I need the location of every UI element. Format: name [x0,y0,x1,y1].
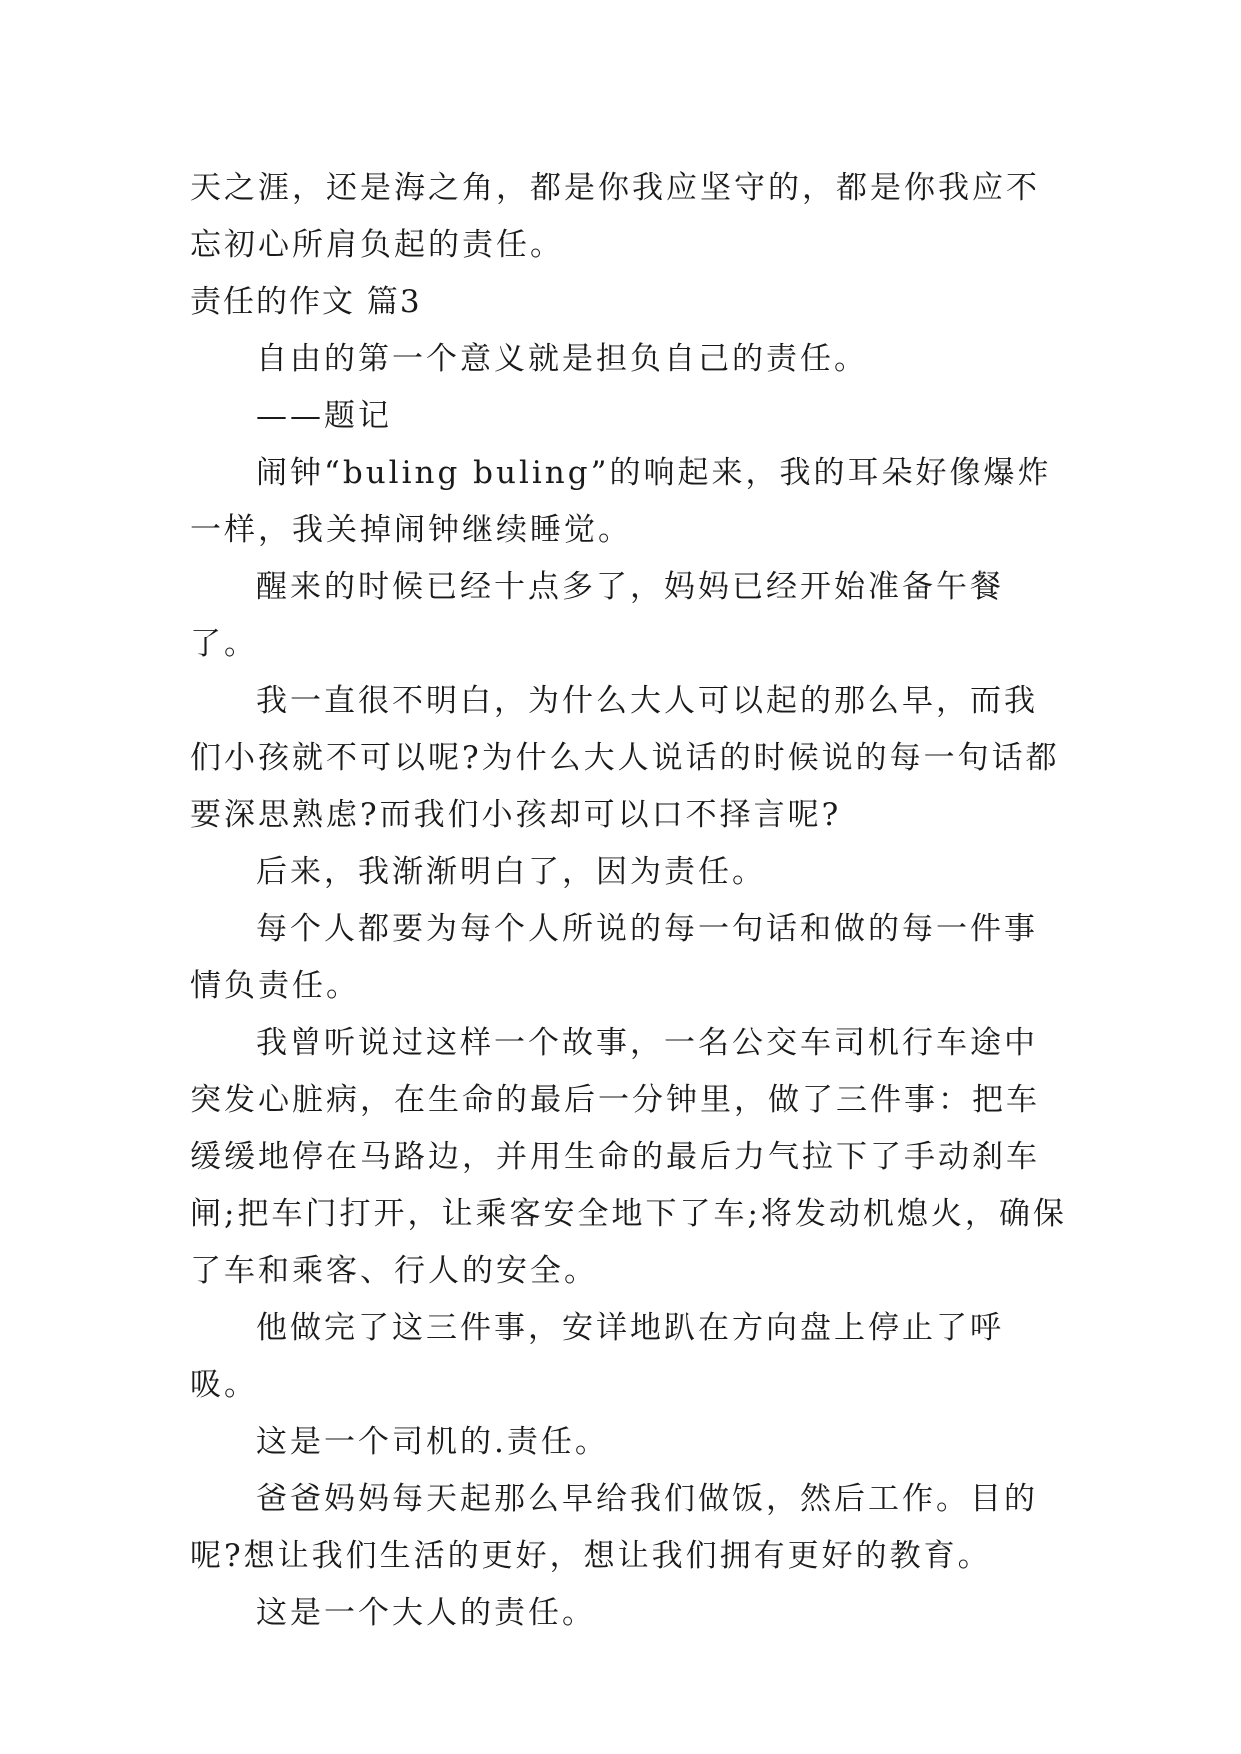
document-body [190,160,1070,1642]
paragraph: 我曾听说过这样一个故事，一名公交车司机行车途中突发心脏病，在生命的最后一分钟里，做了三件事：把车缓缓地停在马路边，并用生命的最后力气拉下了手动刹车闸;把车门打开，让乘客安全地下了车;将发动机熄火，确保了车和乘客、行人的安全。 [190,1025,1067,1289]
paragraph: 天之涯，还是海之角，都是你我应坚守的，都是你我应不忘初心所肩负起的责任。 [190,170,1040,263]
paragraph: 自由的第一个意义就是担负自己的责任。 [256,341,868,377]
paragraph: 这是一个司机的.责任。 [256,1424,609,1460]
paragraph: 他做完了这三件事，安详地趴在方向盘上停止了呼吸。 [190,1310,1004,1403]
section-heading: 责任的作文 篇3 [190,284,422,320]
paragraph: 这是一个大人的责任。 [256,1595,596,1631]
paragraph: 闹钟“buling buling”的响起来，我的耳朵好像爆炸一样，我关掉闹钟继续睡觉。 [190,455,1052,548]
paragraph: 爸爸妈妈每天起那么早给我们做饭，然后工作。目的呢?想让我们生活的更好，想让我们拥有更好的教育。 [190,1481,1038,1574]
epigraph-attribution: ——题记 [256,398,392,434]
paragraph: 醒来的时候已经十点多了，妈妈已经开始准备午餐了。 [190,569,1004,662]
paragraph: 我一直很不明白，为什么大人可以起的那么早，而我们小孩就不可以呢?为什么大人说话的时候说的每一句话都要深思熟虑?而我们小孩却可以口不择言呢? [190,683,1060,833]
paragraph: 后来，我渐渐明白了，因为责任。 [256,854,766,890]
paragraph: 每个人都要为每个人所说的每一句话和做的每一件事情负责任。 [190,911,1038,1004]
